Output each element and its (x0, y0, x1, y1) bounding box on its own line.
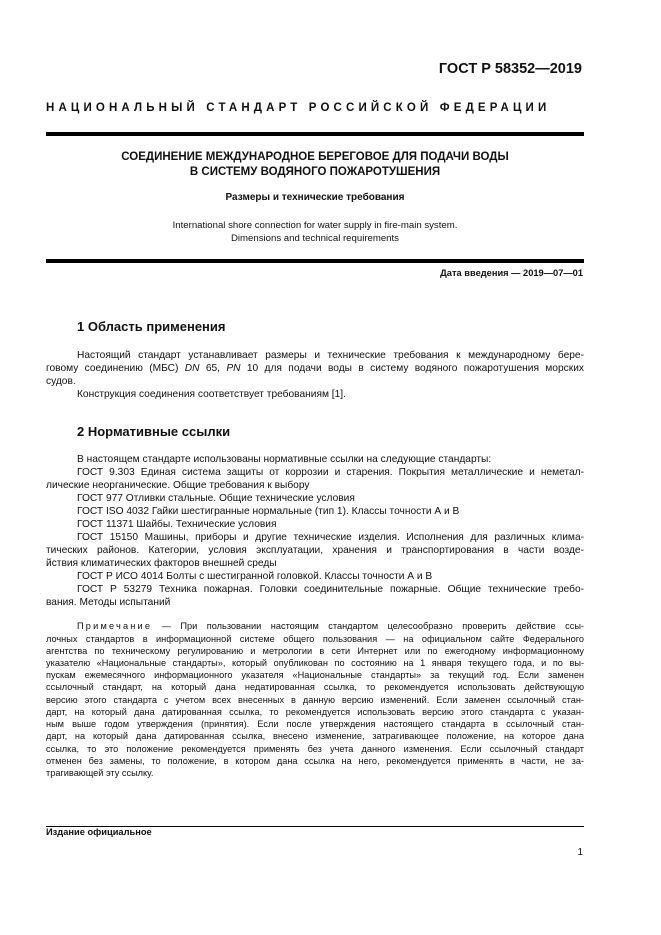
note-line: ным выше годом утверждения (принятия). Если после утверждения настоящего стандарта в ссылочный стан- (46, 719, 584, 729)
national-standard-title: НАЦИОНАЛЬНЫЙ СТАНДАРТ РОССИЙСКОЙ ФЕДЕРАЦИИ (46, 102, 551, 114)
note-line: указателю «Национальные стандарты», который опубликован по состоянию на 1 января текущего года, и по вы- (46, 658, 584, 668)
document-title-line-2: В СИСТЕМУ ВОДЯНОГО ПОЖАРОТУШЕНИЯ (189, 166, 441, 178)
note-line: пускам ежемесячного информационного указателя «Национальные стандарты» за текущий год. Если заменен (46, 670, 584, 680)
section-2-heading: 2 Нормативные ссылки (77, 424, 231, 439)
note-line: трагивающей эту ссылку. (46, 768, 154, 778)
english-title-line-2: Dimensions and technical requirements (231, 233, 399, 244)
reference-line: ГОСТ Р 53279 Техника пожарная. Головки соединительные пожарные. Общие технические требо- (77, 584, 584, 595)
note-line: лочных стандартов в информационной системе общего пользования — на официальном сайте Федерального (46, 634, 584, 644)
reference-line: ГОСТ 11371 Шайбы. Технические условия (77, 519, 277, 530)
page-number: 1 (577, 847, 583, 858)
reference-line: тических районов. Категории, условия эксплуатации, хранения и транспортирования в части возде- (46, 545, 584, 556)
reference-line: лические неорганические. Общие требования к выбору (46, 480, 310, 491)
dn-designation: DN (184, 363, 200, 374)
standard-number: ГОСТ Р 58352—2019 (438, 61, 582, 77)
section-1-paragraph-1-line-2 (46, 362, 584, 376)
section-1-paragraph-1-line-3: судов. (46, 376, 76, 387)
note-line: дарт, на который дана датированная ссылка, то рекомендуется использовать версию этого стандарта с указан- (46, 707, 584, 717)
english-title (46, 219, 584, 245)
pn-designation: PN (226, 363, 241, 374)
reference-line: ГОСТ 15150 Машины, приборы и другие технические изделия. Исполнения для различных клима- (77, 532, 584, 543)
note-first-line (77, 620, 584, 632)
reference-line: В настоящем стандарте использованы нормативные ссылки на следующие стандарты: (77, 454, 492, 465)
top-rule (46, 132, 584, 136)
bottom-rule (46, 259, 584, 263)
official-edition-label: Издание официальное (46, 827, 152, 837)
document-title (46, 150, 584, 180)
note-line: ссылка, то это положение рекомендуется применять без учета данного изменения. Если ссылочный стандарт (46, 744, 584, 754)
note-text: — При пользовании настоящим стандартом целесообразно проверить действие ссы- (152, 621, 584, 631)
text-span: 65, (199, 363, 227, 374)
english-title-line-1: International shore connection for water supply in fire-main system. (172, 220, 458, 231)
reference-line: йствия климатических факторов внешней среды (46, 558, 277, 569)
section-1-paragraph-2: Конструкция соединения соответствует требованиям [1]. (77, 389, 346, 400)
note-line: дарт, на который дана датированная ссылка, внесено изменение, затрагивающее положение, на которое дана (46, 731, 584, 741)
section-1-paragraph-1-line-1: Настоящий стандарт устанавливает размеры и технические требования к международному бере- (77, 350, 584, 361)
note-line: версию этого стандарта с учетом всех внесенных в данную версию изменений. Если заменен ссылочный стан- (46, 695, 584, 705)
note-line: ссылочный стандарт, на который дана недатированная ссылка, то рекомендуется использовать действующую (46, 682, 584, 692)
text-span: 10 для подачи воды в систему водяного пожаротушения морских (240, 363, 584, 374)
introduction-date: Дата введения — 2019—07—01 (440, 268, 583, 278)
document-title-line-1: СОЕДИНЕНИЕ МЕЖДУНАРОДНОЕ БЕРЕГОВОЕ ДЛЯ ПОДАЧИ ВОДЫ (121, 151, 509, 163)
reference-line: ГОСТ ISO 4032 Гайки шестигранные нормальные (тип 1). Классы точности А и В (77, 506, 460, 517)
document-subtitle: Размеры и технические требования (225, 192, 405, 203)
note-line: агентства по техническому регулированию и метрологии в сети Интернет или по ежегодному информационному (46, 646, 584, 656)
reference-line: вания. Методы испытаний (46, 597, 171, 608)
section-1-heading: 1 Область применения (77, 319, 226, 334)
reference-line: ГОСТ 977 Отливки стальные. Общие технические условия (77, 493, 355, 504)
note-label: Примечание (77, 621, 153, 631)
text-span: говому соединению (МБС) (46, 363, 185, 374)
reference-line: ГОСТ Р ИСО 4014 Болты с шестигранной головкой. Классы точности А и В (77, 571, 433, 582)
note-line: отменен без замены, то положение, в котором дана ссылка на него, рекомендуется применять в части, не за- (46, 756, 584, 766)
reference-line: ГОСТ 9.303 Единая система защиты от коррозии и старения. Покрытия металлические и неметал- (77, 467, 584, 478)
